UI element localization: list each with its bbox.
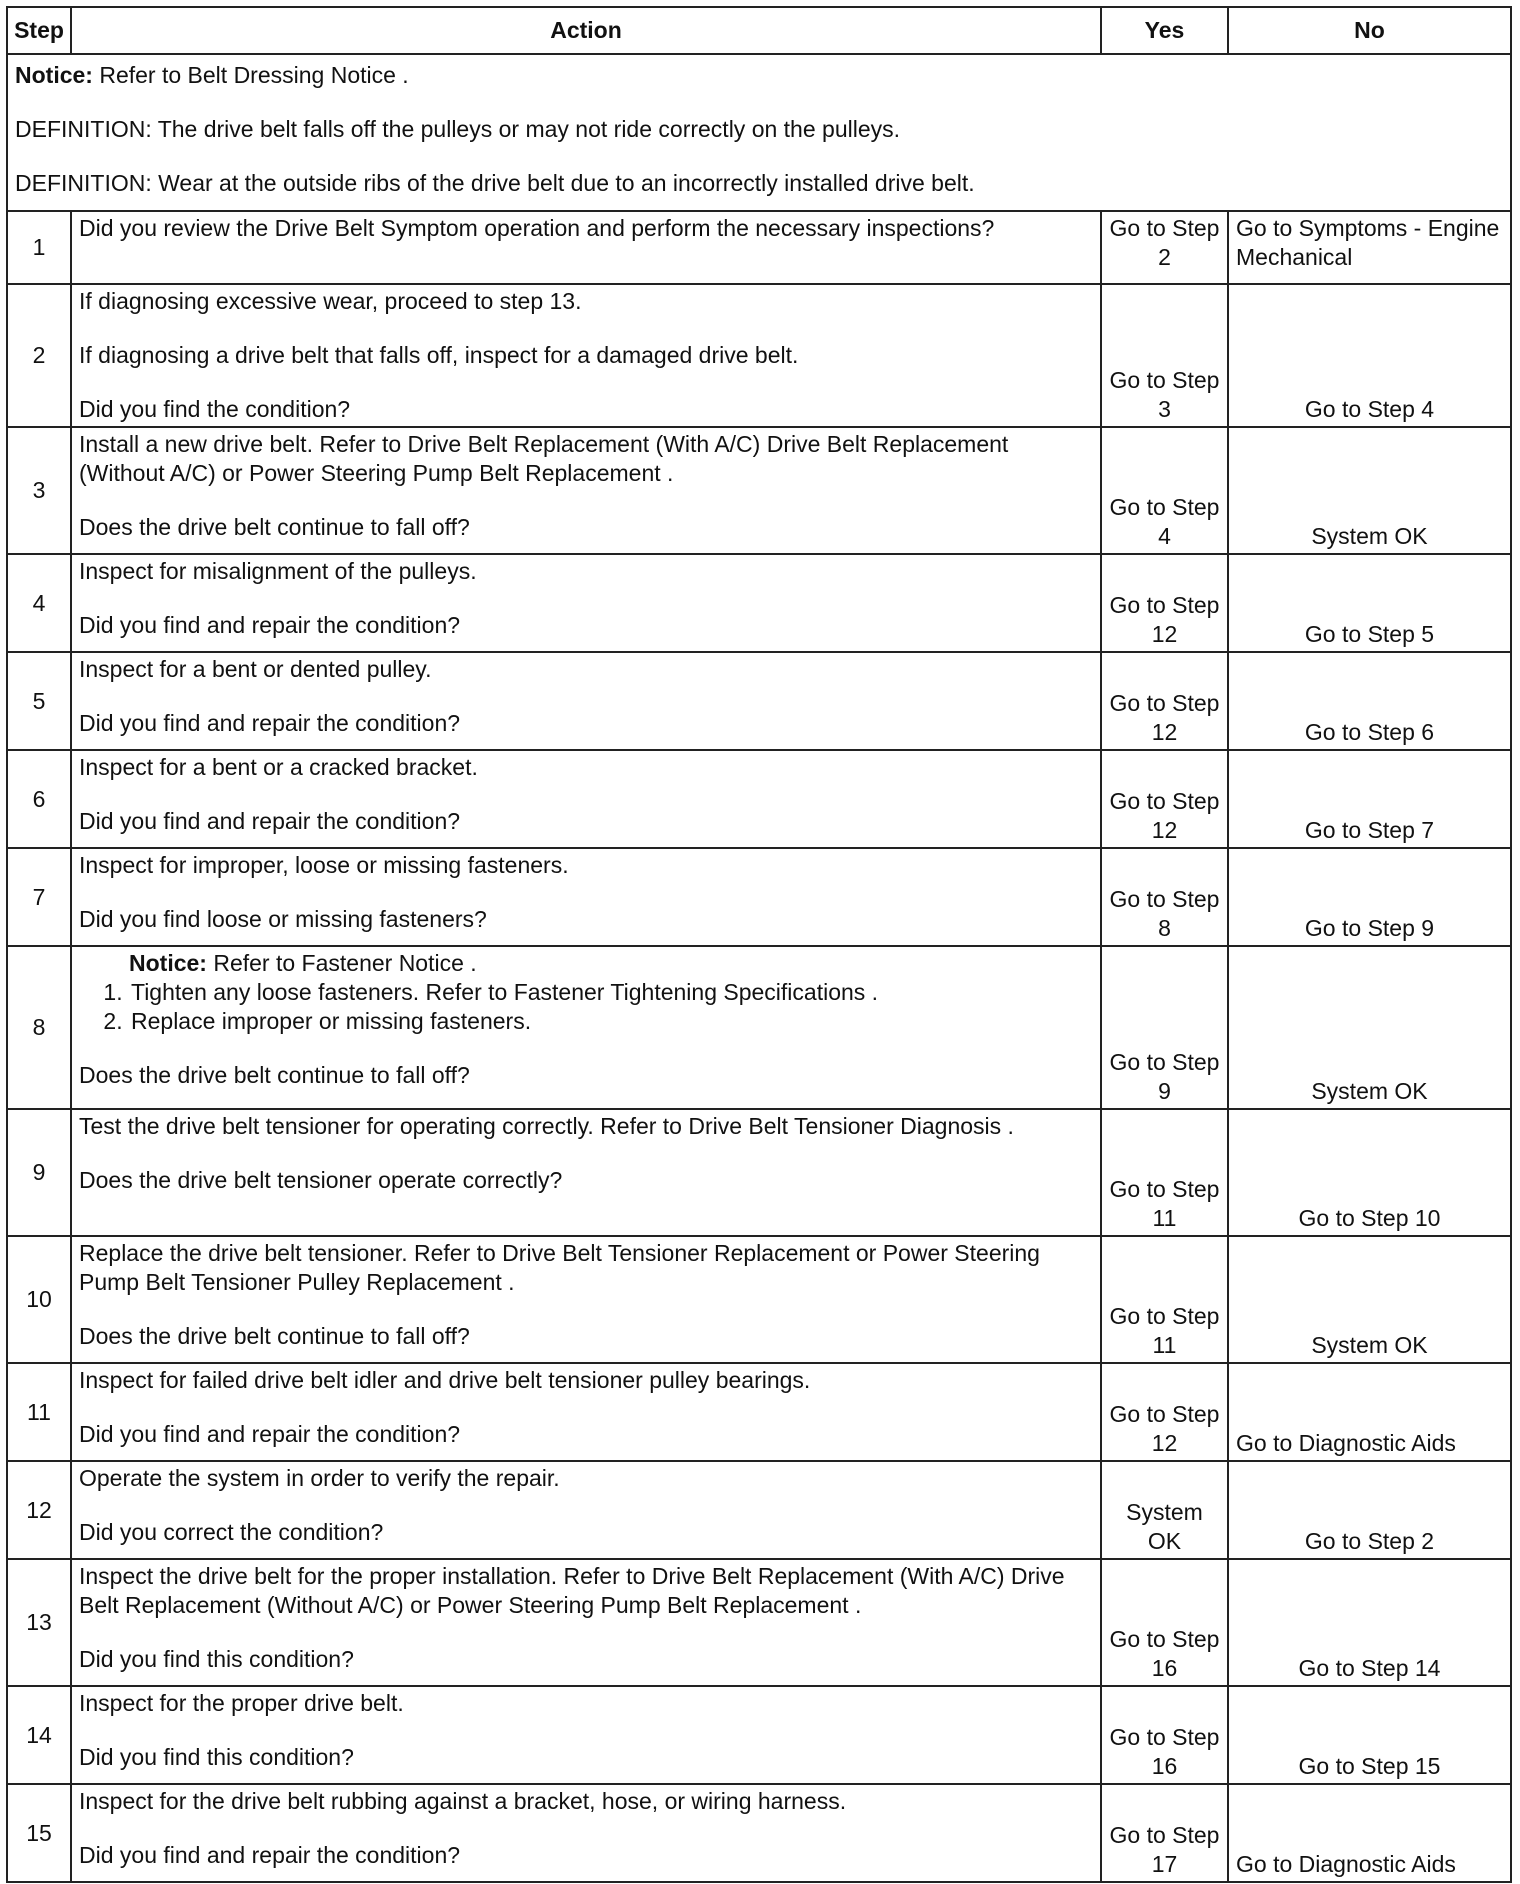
- step-number: 5: [7, 652, 71, 750]
- action-text: Inspect for a bent or a cracked bracket.: [79, 754, 478, 780]
- table-row: [7, 1686, 1511, 1784]
- step-number: 8: [7, 946, 71, 1109]
- no-cell: Go to Step 2: [1228, 1461, 1511, 1559]
- action-cell: [71, 1236, 1101, 1363]
- question: Did you find and repair the condition?: [79, 710, 461, 736]
- no-cell: System OK: [1228, 1236, 1511, 1363]
- step-number: 13: [7, 1559, 71, 1686]
- action-text: Operate the system in order to verify the repair.: [79, 1465, 560, 1491]
- notice-label: Notice:: [15, 62, 93, 88]
- question: Did you find loose or missing fasteners?: [79, 906, 487, 932]
- header-action: Action: [71, 7, 1101, 54]
- action-text: Install a new drive belt. Refer to Drive Belt Replacement (With A/C) Drive Belt Replacement (Without A/C) or Power Steering Pump Belt Replacement .: [79, 431, 1009, 486]
- action-cell: [71, 848, 1101, 946]
- question: Does the drive belt continue to fall off?: [79, 1062, 470, 1088]
- yes-cell: Go to Step 11: [1101, 1236, 1228, 1363]
- no-cell: Go to Step 4: [1228, 284, 1511, 427]
- question: Does the drive belt tensioner operate correctly?: [79, 1167, 563, 1193]
- table-row: [7, 946, 1511, 1109]
- yes-cell: Go to Step 4: [1101, 427, 1228, 554]
- action-text: If diagnosing a drive belt that falls off, inspect for a damaged drive belt.: [79, 342, 799, 368]
- no-cell: Go to Step 9: [1228, 848, 1511, 946]
- yes-cell: Go to Step 17: [1101, 1784, 1228, 1882]
- yes-cell: Go to Step 12: [1101, 554, 1228, 652]
- table-row: [7, 1559, 1511, 1686]
- no-cell: Go to Step 15: [1228, 1686, 1511, 1784]
- action-cell: [71, 284, 1101, 427]
- header-yes: Yes: [1101, 7, 1228, 54]
- step-number: 6: [7, 750, 71, 848]
- step-number: 1: [7, 211, 71, 284]
- yes-cell: Go to Step 8: [1101, 848, 1228, 946]
- no-cell: Go to Diagnostic Aids: [1228, 1784, 1511, 1882]
- yes-cell: System OK: [1101, 1461, 1228, 1559]
- yes-cell: Go to Step 12: [1101, 750, 1228, 848]
- table-row: [7, 1236, 1511, 1363]
- definition-1: DEFINITION: The drive belt falls off the pulleys or may not ride correctly on the pulleys.: [15, 116, 901, 142]
- no-cell: Go to Symptoms - Engine Mechanical: [1228, 211, 1511, 284]
- step-number: 9: [7, 1109, 71, 1236]
- table-row: [7, 1461, 1511, 1559]
- sub-step: 2. Replace improper or missing fasteners.: [129, 1007, 1093, 1036]
- sub-notice-label: Notice:: [129, 950, 207, 976]
- action-cell: [71, 1109, 1101, 1236]
- question: Did you find and repair the condition?: [79, 808, 461, 834]
- action-text: Inspect for a bent or dented pulley.: [79, 656, 432, 682]
- action-cell: [71, 1461, 1101, 1559]
- table-row: [7, 211, 1511, 284]
- yes-cell: Go to Step 3: [1101, 284, 1228, 427]
- action-cell: [71, 211, 1101, 284]
- notice-line: [15, 61, 1503, 90]
- action-cell: [71, 652, 1101, 750]
- action-text: Inspect for misalignment of the pulleys.: [79, 558, 477, 584]
- question: Does the drive belt continue to fall off?: [79, 1323, 470, 1349]
- table-row: [7, 1363, 1511, 1461]
- header-step: Step: [7, 7, 71, 54]
- action-text: Inspect for the proper drive belt.: [79, 1690, 404, 1716]
- table-row: [7, 652, 1511, 750]
- action-text: Inspect for the drive belt rubbing against a bracket, hose, or wiring harness.: [79, 1788, 847, 1814]
- question: Did you find and repair the condition?: [79, 1421, 461, 1447]
- question: Did you correct the condition?: [79, 1519, 384, 1545]
- step-number: 15: [7, 1784, 71, 1882]
- header-no: No: [1228, 7, 1511, 54]
- table-row: [7, 554, 1511, 652]
- question: Did you review the Drive Belt Symptom operation and perform the necessary inspections?: [79, 215, 995, 241]
- table-row: [7, 750, 1511, 848]
- question: Does the drive belt continue to fall off?: [79, 514, 470, 540]
- sub-step: 1. Tighten any loose fasteners. Refer to Fastener Tightening Specifications .: [129, 978, 1093, 1007]
- no-cell: Go to Step 14: [1228, 1559, 1511, 1686]
- action-cell: [71, 1559, 1101, 1686]
- step-number: 7: [7, 848, 71, 946]
- question: Did you find the condition?: [79, 396, 351, 422]
- no-cell: Go to Diagnostic Aids: [1228, 1363, 1511, 1461]
- step-number: 4: [7, 554, 71, 652]
- action-cell: [71, 427, 1101, 554]
- notice-text: Refer to Belt Dressing Notice .: [92, 62, 409, 88]
- step-number: 3: [7, 427, 71, 554]
- diagnostic-table: [6, 6, 1512, 1883]
- step-number: 10: [7, 1236, 71, 1363]
- action-text: Inspect the drive belt for the proper installation. Refer to Drive Belt Replacement (With A/C) Drive Belt Replacement (Without A/C) or Power Steering Pump Belt Replacement .: [79, 1563, 1065, 1618]
- action-cell: [71, 946, 1101, 1109]
- no-cell: Go to Step 6: [1228, 652, 1511, 750]
- step-number: 12: [7, 1461, 71, 1559]
- header-row: [7, 7, 1511, 54]
- step-number: 11: [7, 1363, 71, 1461]
- notice-row: [7, 54, 1511, 211]
- no-cell: System OK: [1228, 427, 1511, 554]
- action-text: Inspect for failed drive belt idler and drive belt tensioner pulley bearings.: [79, 1367, 811, 1393]
- action-cell: [71, 1784, 1101, 1882]
- question: Did you find this condition?: [79, 1744, 354, 1770]
- action-text: Test the drive belt tensioner for operating correctly. Refer to Drive Belt Tensioner Diagnosis .: [79, 1113, 1014, 1139]
- no-cell: Go to Step 10: [1228, 1109, 1511, 1236]
- yes-cell: Go to Step 11: [1101, 1109, 1228, 1236]
- step-number: 2: [7, 284, 71, 427]
- yes-cell: Go to Step 16: [1101, 1559, 1228, 1686]
- action-cell: [71, 750, 1101, 848]
- action-text: Inspect for improper, loose or missing fasteners.: [79, 852, 569, 878]
- table-row: [7, 1784, 1511, 1882]
- yes-cell: Go to Step 9: [1101, 946, 1228, 1109]
- step-number: 14: [7, 1686, 71, 1784]
- table-row: [7, 427, 1511, 554]
- question: Did you find and repair the condition?: [79, 612, 461, 638]
- yes-cell: Go to Step 12: [1101, 1363, 1228, 1461]
- question: Did you find and repair the condition?: [79, 1842, 461, 1868]
- table-row: [7, 284, 1511, 427]
- sub-notice: [79, 949, 1093, 978]
- question: Did you find this condition?: [79, 1646, 354, 1672]
- definition-2: DEFINITION: Wear at the outside ribs of the drive belt due to an incorrectly installed drive belt.: [15, 170, 975, 196]
- notice-cell: [7, 54, 1511, 211]
- table-row: [7, 848, 1511, 946]
- no-cell: System OK: [1228, 946, 1511, 1109]
- yes-cell: Go to Step 12: [1101, 652, 1228, 750]
- sub-steps: [79, 978, 1093, 1036]
- table-row: [7, 1109, 1511, 1236]
- action-text: Replace the drive belt tensioner. Refer to Drive Belt Tensioner Replacement or Power Steering Pump Belt Tensioner Pulley Replacement .: [79, 1240, 1040, 1295]
- no-cell: Go to Step 7: [1228, 750, 1511, 848]
- sub-notice-text: Refer to Fastener Notice .: [206, 950, 477, 976]
- yes-cell: Go to Step 16: [1101, 1686, 1228, 1784]
- action-cell: [71, 1363, 1101, 1461]
- no-cell: Go to Step 5: [1228, 554, 1511, 652]
- action-cell: [71, 1686, 1101, 1784]
- action-text: If diagnosing excessive wear, proceed to step 13.: [79, 288, 582, 314]
- action-cell: [71, 554, 1101, 652]
- yes-cell: Go to Step 2: [1101, 211, 1228, 284]
